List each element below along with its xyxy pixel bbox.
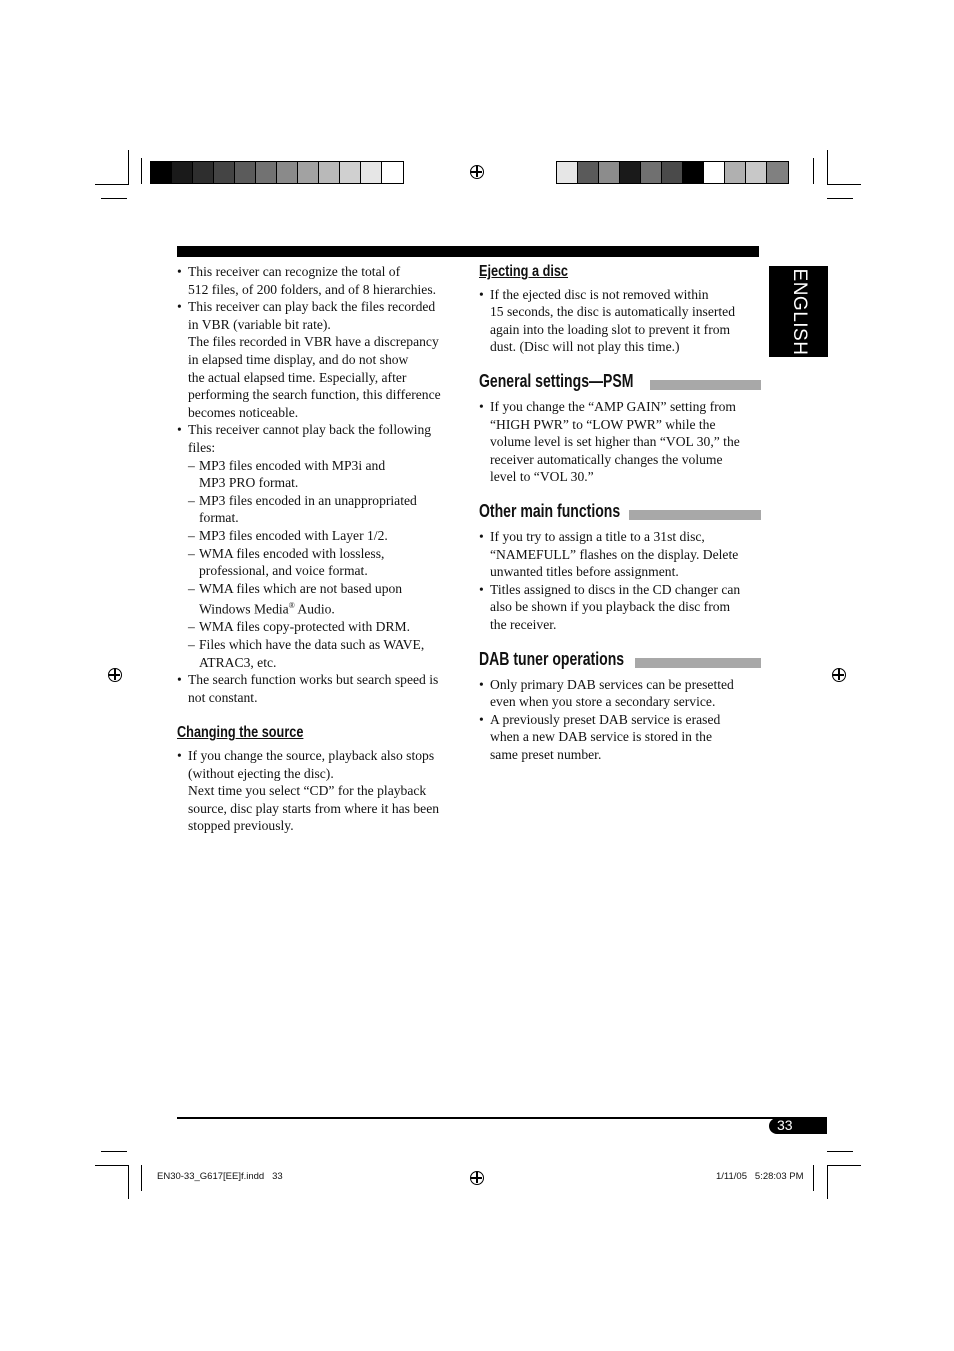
list-item	[479, 711, 761, 764]
text-line: ATRAC3, etc.	[199, 654, 277, 670]
crop-mark	[95, 184, 129, 185]
crop-mark	[128, 150, 129, 184]
footer-file-info: EN30-33_G617[EE]f.indd 33	[157, 1171, 283, 1182]
list-item	[479, 676, 761, 711]
color-swatch	[662, 162, 683, 183]
section-heading-changing-source: Changing the source	[177, 724, 304, 742]
list-item	[479, 286, 761, 356]
crop-mark	[101, 198, 127, 199]
text-line: receiver automatically changes the volume	[490, 451, 723, 467]
heading-bar	[629, 510, 761, 520]
crop-mark	[827, 150, 828, 184]
color-swatch	[641, 162, 662, 183]
color-swatch	[578, 162, 599, 183]
text-line: • If you change the source, playback also stops	[188, 747, 435, 763]
color-swatch	[298, 162, 319, 183]
list-item	[188, 457, 462, 492]
heading-text: General settings—PSM	[479, 370, 634, 391]
text-line: • If the ejected disc is not removed within	[490, 286, 709, 302]
crop-mark	[95, 1165, 129, 1166]
list-item	[188, 618, 462, 636]
text-line: • Only primary DAB services can be presetted	[490, 676, 734, 692]
ejecting-list	[479, 286, 761, 356]
registered-mark: ®	[288, 601, 295, 611]
color-swatch	[172, 162, 193, 183]
heading-bar	[650, 380, 761, 390]
list-item	[188, 527, 462, 545]
registration-mark-icon	[108, 668, 122, 682]
color-swatch	[151, 162, 172, 183]
color-swatch	[235, 162, 256, 183]
color-swatch	[599, 162, 620, 183]
text-line: – WMA files copy-protected with DRM.	[199, 619, 411, 635]
list-item	[188, 580, 462, 619]
left-column	[177, 263, 462, 835]
section-heading-dab-tuner	[479, 648, 761, 673]
text-line: “NAMEFULL” flashes on the display. Delete	[490, 546, 739, 562]
text-line: MP3 PRO format.	[199, 475, 299, 491]
list-item	[177, 263, 462, 298]
text-line: stopped previously.	[188, 818, 294, 834]
text-line: “HIGH PWR” to “LOW PWR” while the	[490, 416, 716, 432]
registration-mark-icon	[832, 668, 846, 682]
text-line: same preset number.	[490, 746, 602, 762]
page-number-badge	[769, 1118, 827, 1134]
footer-date-info: 1/11/05 5:28:03 PM	[716, 1171, 804, 1182]
color-swatch	[725, 162, 746, 183]
section-heading-ejecting-disc: Ejecting a disc	[479, 263, 569, 280]
text-line: • The search function works but search speed is	[188, 672, 439, 688]
text-line: even when you store a secondary service.	[490, 694, 716, 710]
list-item	[479, 581, 761, 634]
registration-mark-icon	[470, 1171, 484, 1185]
list-item	[188, 636, 462, 671]
text-fragment: Windows Media	[199, 601, 289, 617]
list-item	[479, 398, 761, 486]
other-functions-list	[479, 528, 761, 634]
language-tab-label: ENGLISH	[788, 268, 810, 355]
unsupported-files-list	[188, 457, 462, 672]
text-line: – WMA files which are not based upon	[199, 580, 403, 596]
crop-mark	[827, 1165, 861, 1166]
text-line: volume level is set higher than “VOL 30,” the	[490, 434, 740, 450]
color-swatch	[620, 162, 641, 183]
text-line: source, disc play starts from where it has been	[188, 800, 440, 816]
text-line: performing the search function, this difference	[188, 387, 441, 403]
crop-mark	[813, 1165, 814, 1191]
text-line: • This receiver can recognize the total of	[188, 264, 401, 279]
text-line: not constant.	[188, 689, 258, 705]
color-swatch	[683, 162, 704, 183]
text-line: the receiver.	[490, 616, 557, 632]
text-line: – MP3 files encoded with Layer 1/2.	[199, 527, 388, 543]
crop-mark	[141, 158, 142, 184]
list-item	[479, 528, 761, 581]
color-bar-right	[556, 161, 789, 184]
text-line: again into the loading slot to prevent it from	[490, 321, 731, 337]
text-line: • Titles assigned to discs in the CD changer can	[490, 581, 741, 597]
color-swatch	[704, 162, 725, 183]
text-line: professional, and voice format.	[199, 563, 368, 579]
dab-tuner-list	[479, 676, 761, 764]
color-swatch	[277, 162, 298, 183]
crop-mark	[813, 158, 814, 184]
text-line: dust. (Disc will not play this time.)	[490, 339, 680, 355]
text-line: 512 files, of 200 folders, and of 8 hierarchies.	[188, 281, 437, 297]
list-item	[188, 492, 462, 527]
text-line	[199, 597, 462, 618]
text-line: • If you try to assign a title to a 31st disc,	[490, 528, 705, 544]
text-line: becomes noticeable.	[188, 404, 299, 420]
color-swatch	[382, 162, 403, 183]
heading-text: DAB tuner operations	[479, 648, 625, 669]
crop-mark	[141, 1165, 142, 1191]
language-tab	[769, 266, 828, 357]
text-line: level to “VOL 30.”	[490, 469, 594, 485]
color-swatch	[361, 162, 382, 183]
changing-source-list	[177, 747, 462, 835]
file-notes-list	[177, 263, 462, 706]
section-heading-general-settings	[479, 370, 761, 395]
crop-mark	[827, 1151, 853, 1152]
list-item	[188, 545, 462, 580]
text-line: Next time you select “CD” for the playback	[188, 783, 427, 799]
text-line: – MP3 files encoded in an unappropriated	[199, 492, 417, 508]
crop-mark	[101, 1151, 127, 1152]
text-line: in VBR (variable bit rate).	[188, 316, 331, 332]
heading-text: Other main functions	[479, 500, 621, 521]
list-item	[177, 298, 462, 421]
crop-mark	[827, 184, 861, 185]
footer-rule	[177, 1117, 827, 1119]
text-line: • If you change the “AMP GAIN” setting from	[490, 398, 737, 414]
color-swatch	[256, 162, 277, 183]
crop-mark	[827, 198, 853, 199]
crop-mark	[827, 1165, 828, 1199]
color-swatch	[340, 162, 361, 183]
text-line: 15 seconds, the disc is automatically inserted	[490, 304, 736, 320]
list-item	[177, 421, 462, 671]
color-swatch	[557, 162, 578, 183]
registration-mark-icon	[470, 165, 484, 179]
color-swatch	[193, 162, 214, 183]
text-line: – Files which have the data such as WAVE,	[199, 637, 425, 652]
text-line: – MP3 files encoded with MP3i and	[199, 457, 386, 473]
list-item	[177, 671, 462, 706]
list-item	[177, 747, 462, 835]
text-fragment: Audio.	[294, 601, 335, 617]
general-settings-list	[479, 398, 761, 486]
page-number: 33	[777, 1117, 793, 1133]
section-heading-other-functions	[479, 500, 761, 525]
text-line: • This receiver cannot play back the following	[188, 422, 432, 438]
heading-bar	[635, 658, 761, 668]
color-swatch	[214, 162, 235, 183]
text-line: unwanted titles before assignment.	[490, 564, 679, 580]
header-rule	[177, 246, 759, 257]
color-swatch	[319, 162, 340, 183]
text-line: • A previously preset DAB service is erased	[490, 711, 721, 727]
right-column	[479, 263, 761, 763]
text-line: • This receiver can play back the files recorded	[188, 299, 436, 315]
text-line: The files recorded in VBR have a discrepancy	[188, 334, 439, 350]
text-line: files:	[188, 439, 216, 455]
text-line: the actual elapsed time. Especially, after	[188, 369, 407, 385]
crop-mark	[128, 1165, 129, 1199]
text-line: in elapsed time display, and do not show	[188, 351, 409, 367]
color-swatch	[746, 162, 767, 183]
text-line: (without ejecting the disc).	[188, 765, 334, 781]
color-bar-left	[150, 161, 404, 184]
text-line: – WMA files encoded with lossless,	[199, 545, 385, 561]
text-line: format.	[199, 510, 239, 526]
color-swatch	[767, 162, 788, 183]
text-line: when a new DAB service is stored in the	[490, 729, 712, 745]
text-line: also be shown if you playback the disc from	[490, 599, 731, 615]
